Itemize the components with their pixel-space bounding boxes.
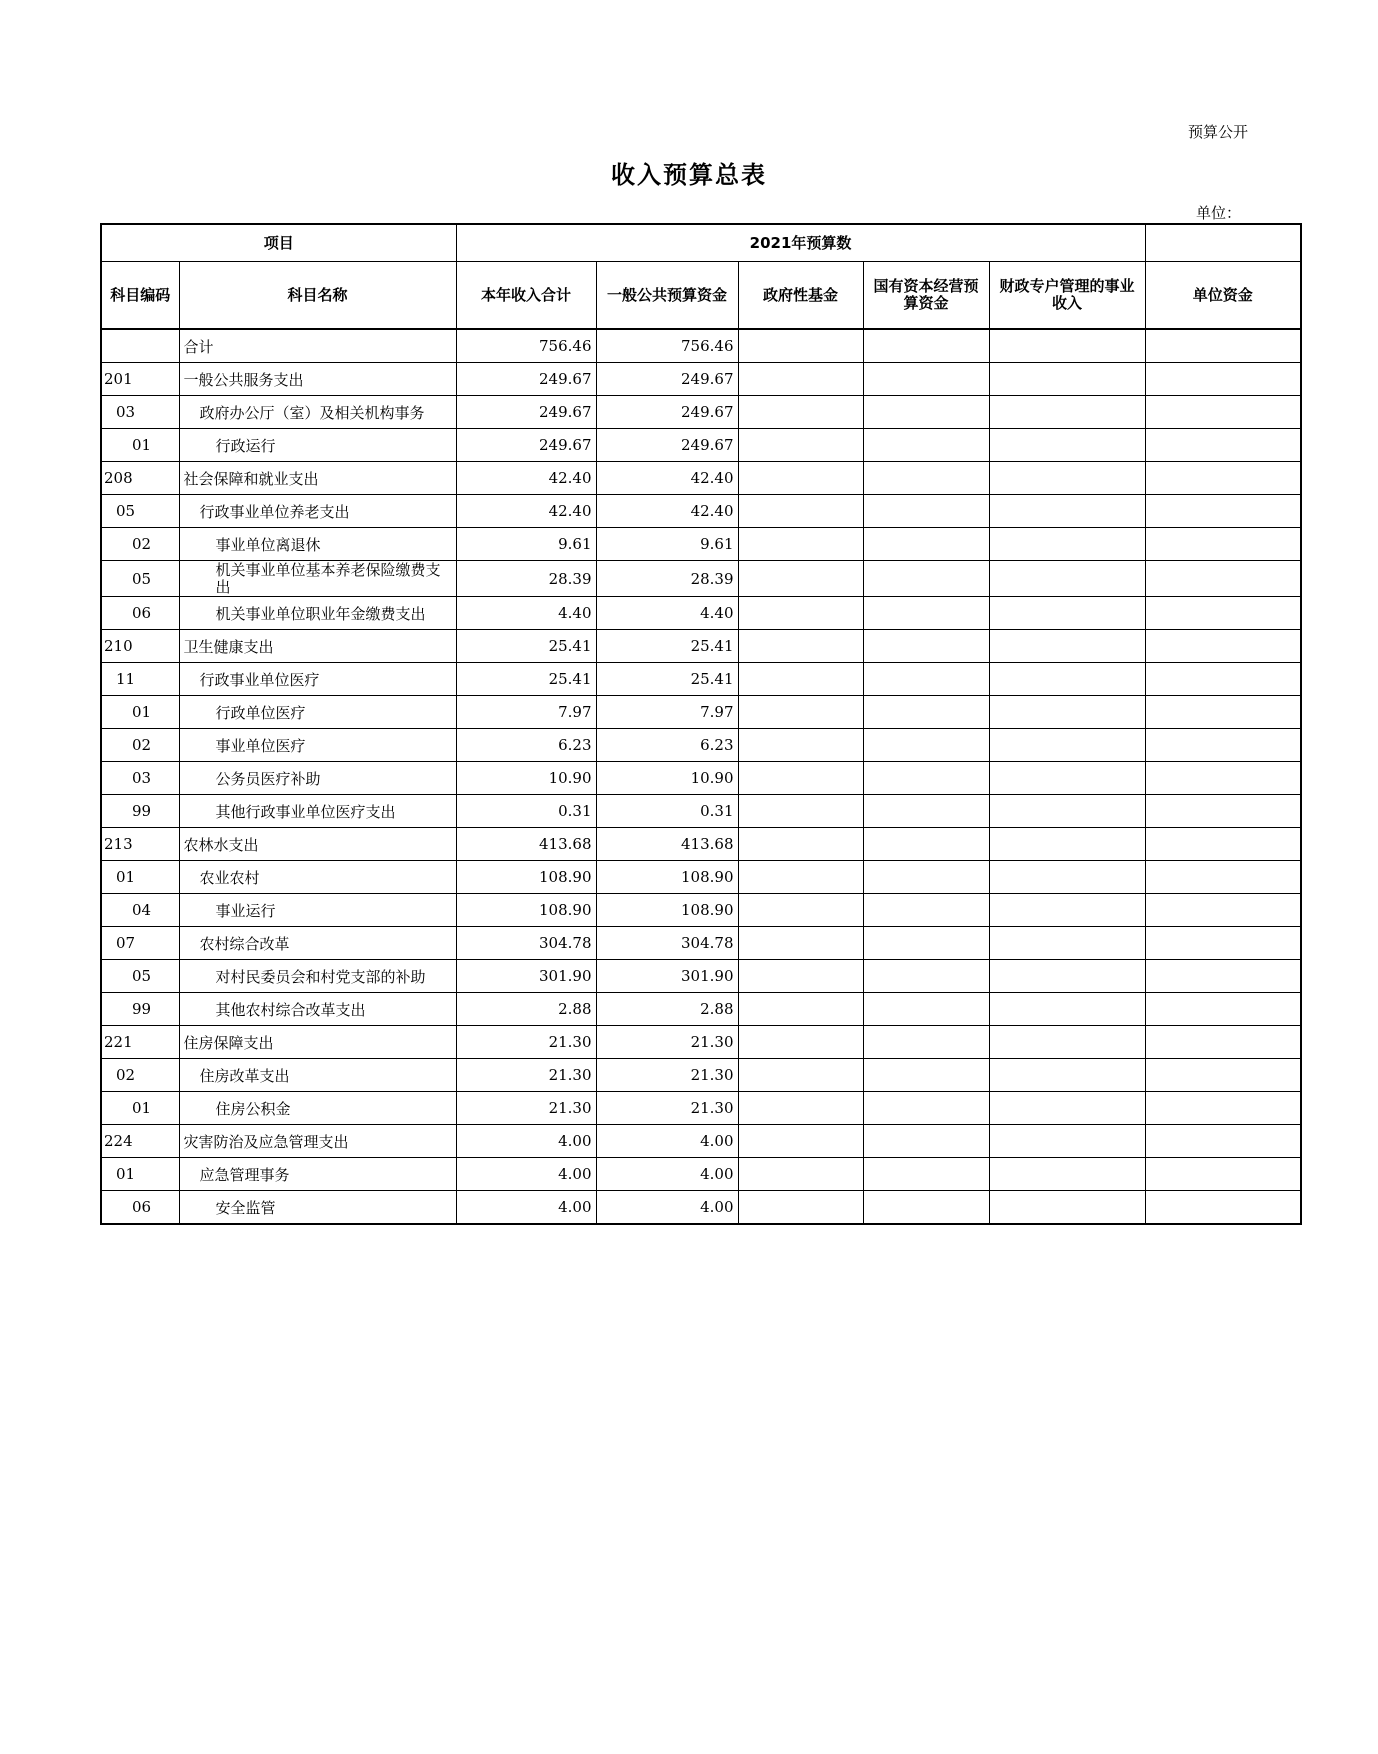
- cell-unit-funds: [1145, 630, 1301, 663]
- cell-total: 25.41: [456, 663, 596, 696]
- cell-fund: [738, 1092, 863, 1125]
- cell-fund: [738, 396, 863, 429]
- cell-unit-funds: [1145, 429, 1301, 462]
- cell-fiscal-special: [989, 1191, 1145, 1225]
- table-row: [101, 1125, 1301, 1158]
- cell-state-capital: [863, 960, 989, 993]
- cell-fund: [738, 528, 863, 561]
- cell-code: 224: [101, 1125, 179, 1158]
- cell-fiscal-special: [989, 993, 1145, 1026]
- cell-unit-funds: [1145, 1026, 1301, 1059]
- cell-state-capital: [863, 363, 989, 396]
- cell-fiscal-special: [989, 561, 1145, 597]
- cell-code: 07: [101, 927, 179, 960]
- header-state-capital: 国有资本经营预算资金: [863, 262, 989, 330]
- cell-general: 4.00: [596, 1158, 738, 1191]
- cell-state-capital: [863, 1158, 989, 1191]
- cell-fiscal-special: [989, 597, 1145, 630]
- cell-fiscal-special: [989, 630, 1145, 663]
- cell-fiscal-special: [989, 462, 1145, 495]
- cell-total: 25.41: [456, 630, 596, 663]
- cell-name: 事业单位离退休: [179, 528, 456, 561]
- cell-code: 11: [101, 663, 179, 696]
- table-row: [101, 729, 1301, 762]
- cell-general: 28.39: [596, 561, 738, 597]
- cell-total: 756.46: [456, 329, 596, 363]
- cell-fiscal-special: [989, 828, 1145, 861]
- cell-fiscal-special: [989, 960, 1145, 993]
- cell-total: 21.30: [456, 1026, 596, 1059]
- cell-total: 4.00: [456, 1125, 596, 1158]
- cell-unit-funds: [1145, 927, 1301, 960]
- cell-general: 249.67: [596, 396, 738, 429]
- cell-general: 4.00: [596, 1125, 738, 1158]
- cell-state-capital: [863, 329, 989, 363]
- cell-name: 行政运行: [179, 429, 456, 462]
- table-row: [101, 1158, 1301, 1191]
- cell-fiscal-special: [989, 894, 1145, 927]
- cell-unit-funds: [1145, 597, 1301, 630]
- cell-unit-funds: [1145, 462, 1301, 495]
- cell-total: 4.00: [456, 1158, 596, 1191]
- cell-name: 其他农村综合改革支出: [179, 993, 456, 1026]
- cell-name: 住房改革支出: [179, 1059, 456, 1092]
- cell-fiscal-special: [989, 1026, 1145, 1059]
- cell-general: 21.30: [596, 1059, 738, 1092]
- cell-general: 42.40: [596, 462, 738, 495]
- cell-general: 9.61: [596, 528, 738, 561]
- table-row: [101, 597, 1301, 630]
- cell-state-capital: [863, 429, 989, 462]
- cell-fiscal-special: [989, 861, 1145, 894]
- cell-name: 卫生健康支出: [179, 630, 456, 663]
- table-row: [101, 561, 1301, 597]
- cell-fund: [738, 630, 863, 663]
- cell-total: 4.40: [456, 597, 596, 630]
- cell-code: 05: [101, 960, 179, 993]
- cell-unit-funds: [1145, 993, 1301, 1026]
- cell-state-capital: [863, 1092, 989, 1125]
- cell-fund: [738, 597, 863, 630]
- cell-unit-funds: [1145, 495, 1301, 528]
- cell-fund: [738, 828, 863, 861]
- cell-fund: [738, 495, 863, 528]
- table-row: [101, 696, 1301, 729]
- cell-total: 108.90: [456, 894, 596, 927]
- document-code-label: 预算公开: [1188, 123, 1249, 141]
- cell-code: 03: [101, 762, 179, 795]
- cell-general: 2.88: [596, 993, 738, 1026]
- cell-fund: [738, 795, 863, 828]
- cell-code: 06: [101, 1191, 179, 1225]
- cell-fund: [738, 663, 863, 696]
- table-row: [101, 329, 1301, 363]
- header-unit-funds: 单位资金: [1145, 262, 1301, 330]
- header-name: 科目名称: [179, 262, 456, 330]
- cell-fund: [738, 429, 863, 462]
- cell-unit-funds: [1145, 696, 1301, 729]
- header-row-1: [101, 224, 1301, 262]
- cell-total: 108.90: [456, 861, 596, 894]
- cell-fund: [738, 960, 863, 993]
- cell-fiscal-special: [989, 495, 1145, 528]
- cell-fund: [738, 1026, 863, 1059]
- cell-unit-funds: [1145, 1125, 1301, 1158]
- cell-code: 01: [101, 1092, 179, 1125]
- table-row: [101, 894, 1301, 927]
- page-title: 收入预算总表: [611, 161, 767, 189]
- header-budget-year: 2021年预算数: [456, 224, 1145, 262]
- cell-name: 公务员医疗补助: [179, 762, 456, 795]
- cell-name: 合计: [179, 329, 456, 363]
- cell-fiscal-special: [989, 1092, 1145, 1125]
- cell-name: 机关事业单位基本养老保险缴费支出: [179, 561, 456, 597]
- cell-unit-funds: [1145, 396, 1301, 429]
- cell-total: 4.00: [456, 1191, 596, 1225]
- table-row: [101, 462, 1301, 495]
- cell-code: 02: [101, 1059, 179, 1092]
- cell-code: 99: [101, 795, 179, 828]
- cell-general: 10.90: [596, 762, 738, 795]
- cell-general: 4.00: [596, 1191, 738, 1225]
- cell-fund: [738, 729, 863, 762]
- cell-unit-funds: [1145, 762, 1301, 795]
- cell-code: 01: [101, 696, 179, 729]
- budget-table-container: [100, 223, 1253, 1253]
- cell-state-capital: [863, 993, 989, 1026]
- cell-state-capital: [863, 495, 989, 528]
- cell-general: 301.90: [596, 960, 738, 993]
- table-row: [101, 1059, 1301, 1092]
- header-fund: 政府性基金: [738, 262, 863, 330]
- cell-total: 42.40: [456, 495, 596, 528]
- cell-fund: [738, 993, 863, 1026]
- cell-name: 农林水支出: [179, 828, 456, 861]
- cell-name: 对村民委员会和村党支部的补助: [179, 960, 456, 993]
- cell-general: 0.31: [596, 795, 738, 828]
- cell-unit-funds: [1145, 960, 1301, 993]
- cell-state-capital: [863, 630, 989, 663]
- table-row: [101, 795, 1301, 828]
- cell-code: 213: [101, 828, 179, 861]
- cell-unit-funds: [1145, 828, 1301, 861]
- cell-unit-funds: [1145, 729, 1301, 762]
- cell-fiscal-special: [989, 528, 1145, 561]
- cell-unit-funds: [1145, 1092, 1301, 1125]
- cell-fiscal-special: [989, 1059, 1145, 1092]
- cell-fund: [738, 927, 863, 960]
- table-row: [101, 1191, 1301, 1225]
- cell-fund: [738, 561, 863, 597]
- cell-name: 社会保障和就业支出: [179, 462, 456, 495]
- header-blank: [1145, 224, 1301, 262]
- cell-name: 住房保障支出: [179, 1026, 456, 1059]
- cell-state-capital: [863, 1125, 989, 1158]
- cell-code: 208: [101, 462, 179, 495]
- cell-state-capital: [863, 729, 989, 762]
- cell-name: 安全监管: [179, 1191, 456, 1225]
- cell-unit-funds: [1145, 663, 1301, 696]
- cell-general: 7.97: [596, 696, 738, 729]
- cell-state-capital: [863, 462, 989, 495]
- table-row: [101, 927, 1301, 960]
- cell-state-capital: [863, 762, 989, 795]
- cell-total: 6.23: [456, 729, 596, 762]
- cell-general: 756.46: [596, 329, 738, 363]
- cell-state-capital: [863, 1059, 989, 1092]
- cell-state-capital: [863, 795, 989, 828]
- cell-code: 201: [101, 363, 179, 396]
- cell-unit-funds: [1145, 1191, 1301, 1225]
- cell-fund: [738, 762, 863, 795]
- cell-code: 02: [101, 729, 179, 762]
- cell-unit-funds: [1145, 363, 1301, 396]
- cell-state-capital: [863, 861, 989, 894]
- cell-total: 28.39: [456, 561, 596, 597]
- table-row: [101, 1026, 1301, 1059]
- cell-fiscal-special: [989, 795, 1145, 828]
- cell-fiscal-special: [989, 1158, 1145, 1191]
- table-row: [101, 663, 1301, 696]
- cell-name: 行政事业单位养老支出: [179, 495, 456, 528]
- cell-unit-funds: [1145, 861, 1301, 894]
- cell-fiscal-special: [989, 363, 1145, 396]
- cell-unit-funds: [1145, 528, 1301, 561]
- cell-general: 108.90: [596, 861, 738, 894]
- cell-name: 农村综合改革: [179, 927, 456, 960]
- cell-general: 249.67: [596, 363, 738, 396]
- cell-general: 249.67: [596, 429, 738, 462]
- cell-name: 事业运行: [179, 894, 456, 927]
- table-row: [101, 363, 1301, 396]
- table-body: [101, 329, 1301, 1224]
- cell-fiscal-special: [989, 1125, 1145, 1158]
- cell-total: 304.78: [456, 927, 596, 960]
- cell-total: 9.61: [456, 528, 596, 561]
- cell-code: 99: [101, 993, 179, 1026]
- cell-general: 413.68: [596, 828, 738, 861]
- cell-state-capital: [863, 1026, 989, 1059]
- cell-fiscal-special: [989, 663, 1145, 696]
- header-project: 项目: [101, 224, 456, 262]
- cell-unit-funds: [1145, 894, 1301, 927]
- cell-fund: [738, 363, 863, 396]
- cell-general: 25.41: [596, 630, 738, 663]
- cell-code: 05: [101, 495, 179, 528]
- cell-fund: [738, 1125, 863, 1158]
- cell-state-capital: [863, 696, 989, 729]
- cell-total: 21.30: [456, 1059, 596, 1092]
- cell-code: 01: [101, 861, 179, 894]
- cell-general: 6.23: [596, 729, 738, 762]
- cell-general: 4.40: [596, 597, 738, 630]
- cell-state-capital: [863, 1191, 989, 1225]
- cell-code: 01: [101, 1158, 179, 1191]
- cell-name: 行政单位医疗: [179, 696, 456, 729]
- cell-code: 05: [101, 561, 179, 597]
- cell-name: 灾害防治及应急管理支出: [179, 1125, 456, 1158]
- cell-total: 7.97: [456, 696, 596, 729]
- cell-state-capital: [863, 927, 989, 960]
- header-code: 科目编码: [101, 262, 179, 330]
- table-row: [101, 993, 1301, 1026]
- cell-name: 一般公共服务支出: [179, 363, 456, 396]
- cell-total: 21.30: [456, 1092, 596, 1125]
- cell-total: 249.67: [456, 363, 596, 396]
- cell-code: 04: [101, 894, 179, 927]
- cell-fund: [738, 1191, 863, 1225]
- cell-name: 事业单位医疗: [179, 729, 456, 762]
- unit-label: 单位：: [1196, 204, 1242, 222]
- cell-total: 249.67: [456, 429, 596, 462]
- cell-code: 02: [101, 528, 179, 561]
- table-row: [101, 630, 1301, 663]
- cell-name: 应急管理事务: [179, 1158, 456, 1191]
- cell-name: 行政事业单位医疗: [179, 663, 456, 696]
- cell-unit-funds: [1145, 1158, 1301, 1191]
- cell-general: 304.78: [596, 927, 738, 960]
- cell-total: 249.67: [456, 396, 596, 429]
- cell-state-capital: [863, 597, 989, 630]
- cell-unit-funds: [1145, 795, 1301, 828]
- cell-state-capital: [863, 663, 989, 696]
- cell-fund: [738, 861, 863, 894]
- cell-state-capital: [863, 828, 989, 861]
- cell-code: [101, 329, 179, 363]
- cell-total: 10.90: [456, 762, 596, 795]
- cell-code: 01: [101, 429, 179, 462]
- cell-unit-funds: [1145, 1059, 1301, 1092]
- cell-fiscal-special: [989, 927, 1145, 960]
- cell-fiscal-special: [989, 429, 1145, 462]
- table-row: [101, 828, 1301, 861]
- cell-fund: [738, 1158, 863, 1191]
- cell-fiscal-special: [989, 762, 1145, 795]
- cell-fiscal-special: [989, 696, 1145, 729]
- cell-fund: [738, 329, 863, 363]
- cell-state-capital: [863, 528, 989, 561]
- table-row: [101, 528, 1301, 561]
- cell-unit-funds: [1145, 561, 1301, 597]
- cell-total: 2.88: [456, 993, 596, 1026]
- table-row: [101, 429, 1301, 462]
- header-row-2: [101, 262, 1301, 330]
- cell-general: 42.40: [596, 495, 738, 528]
- cell-name: 机关事业单位职业年金缴费支出: [179, 597, 456, 630]
- cell-total: 301.90: [456, 960, 596, 993]
- cell-state-capital: [863, 894, 989, 927]
- cell-fund: [738, 696, 863, 729]
- table-row: [101, 960, 1301, 993]
- table-row: [101, 1092, 1301, 1125]
- cell-name: 农业农村: [179, 861, 456, 894]
- income-budget-table: [100, 223, 1302, 1225]
- cell-name: 其他行政事业单位医疗支出: [179, 795, 456, 828]
- cell-total: 42.40: [456, 462, 596, 495]
- table-row: [101, 396, 1301, 429]
- cell-code: 06: [101, 597, 179, 630]
- cell-fiscal-special: [989, 729, 1145, 762]
- table-row: [101, 762, 1301, 795]
- cell-state-capital: [863, 561, 989, 597]
- header-general: 一般公共预算资金: [596, 262, 738, 330]
- cell-general: 21.30: [596, 1092, 738, 1125]
- cell-code: 221: [101, 1026, 179, 1059]
- cell-code: 03: [101, 396, 179, 429]
- cell-name: 住房公积金: [179, 1092, 456, 1125]
- cell-fund: [738, 462, 863, 495]
- cell-code: 210: [101, 630, 179, 663]
- table-row: [101, 861, 1301, 894]
- cell-state-capital: [863, 396, 989, 429]
- cell-name: 政府办公厅（室）及相关机构事务: [179, 396, 456, 429]
- cell-total: 0.31: [456, 795, 596, 828]
- cell-general: 21.30: [596, 1026, 738, 1059]
- cell-fiscal-special: [989, 396, 1145, 429]
- cell-unit-funds: [1145, 329, 1301, 363]
- cell-fiscal-special: [989, 329, 1145, 363]
- cell-general: 25.41: [596, 663, 738, 696]
- cell-fund: [738, 1059, 863, 1092]
- header-fiscal-special: 财政专户管理的事业收入: [989, 262, 1145, 330]
- cell-total: 413.68: [456, 828, 596, 861]
- cell-general: 108.90: [596, 894, 738, 927]
- table-row: [101, 495, 1301, 528]
- cell-fund: [738, 894, 863, 927]
- header-total: 本年收入合计: [456, 262, 596, 330]
